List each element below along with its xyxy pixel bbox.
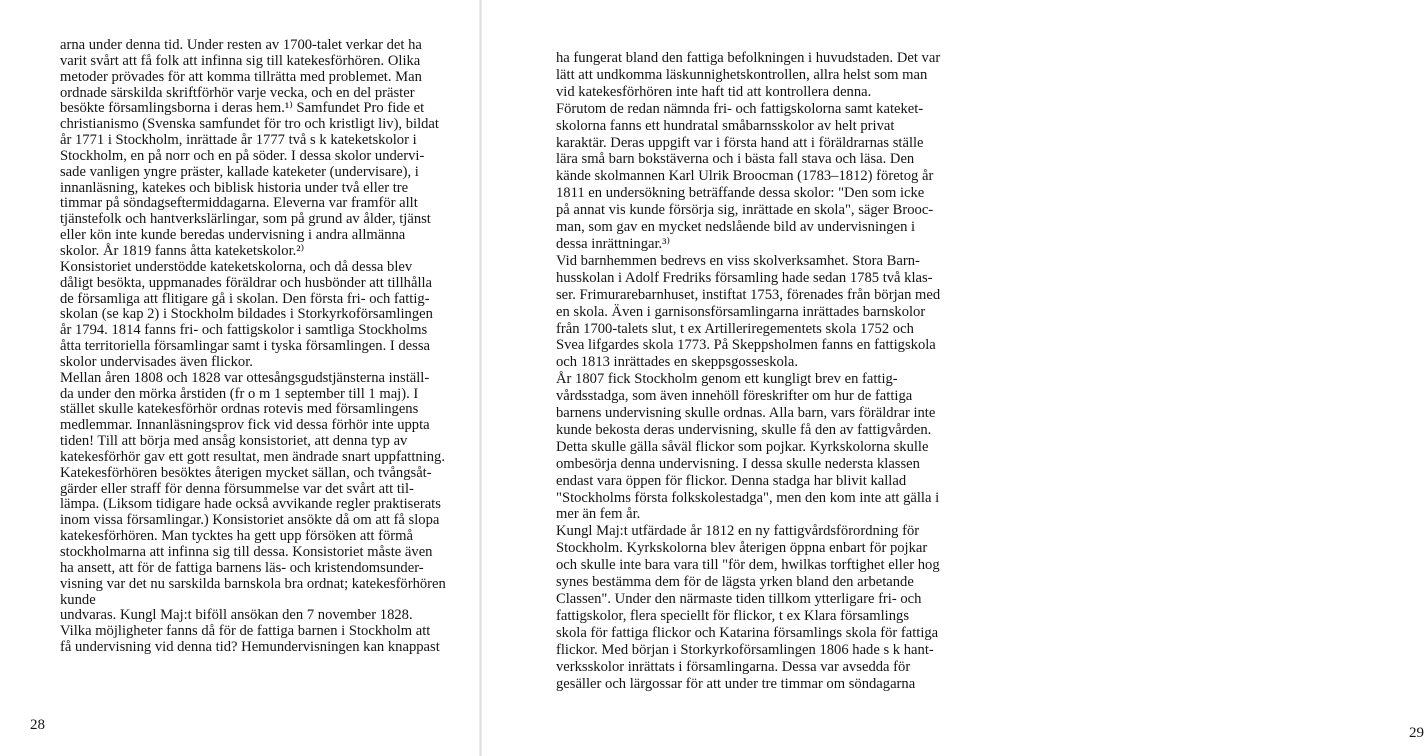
left-page-number: 28 <box>30 717 45 733</box>
left-page <box>0 0 480 756</box>
left-paragraph-1: arna under denna tid. Under resten av 1700-talet verkar det ha varit svårt att få folk att infinna sig till katekesförhören. Olika metoder prövades för att komma tillrätta med problemet. Man ordnade särskilda skriftförhör varje vecka, och en del präster besökte församlingsborna i deras hem.¹⁾ Samfundet Pro fide et christianismo (Svenska samfundet för tro och kristligt liv), bildat år 1771 i Stockholm, inrättade år 1777 två s k kateketskolor i Stockholm, en på norr och en på söder. I dessa skolor undervi- sade vanligen yngre präster, kallade kateketer (undervisare), i innanläsning, katekes och biblisk historia under två eller tre timmar på söndagseftermiddagarna. Eleverna var framför allt tjänstefolk och hantverkslärlingar, som på grund av ålder, tjänst eller kön inte kunde beredas undervisning i andra allmänna skolor. År 1819 fanns åtta kateketskolor.²⁾ <box>60 37 439 259</box>
left-paragraph-3: Mellan åren 1808 och 1828 var ottesångsgudstjänsterna inställ- da under den mörka årstiden (fr o m 1 september till 1 maj). I stället skulle katekesförhör ordnas rotevis med församlingens medlemmar. Innanläsningsprov fick vid dessa förhör inte uppta tiden! Till att börja med ansåg konsistoriet, att denna typ av katekesförhör gav ett gott resultat, men ändrade snart uppfattning. Katekesförhören besöktes återigen mycket sällan, och tvångsåt- gärder eller straff för denna försummelse var det svårt att til- lämpa. (Liksom tidigare hade också avvikande regler praktiserats inom vissa församlingar.) Konsistoriet ansökte då om att få slopa katekesförhören. Man tycktes ha gett upp försöken att förmå stockholmarna att infinna sig till dessa. Konsistoriet måste även ha ansett, att för de fattiga barnens läs- och kristendomsunder- visning var det nu sarskilda barnskola bra ordnat; katekesförhören kunde undvaras. Kungl Maj:t biföll ansökan den 7 november 1828. <box>60 369 446 624</box>
right-paragraph-4: År 1807 fick Stockholm genom ett kungligt brev en fattig- vårdsstadga, som även innehöll föreskrifter om hur de fattiga barnens undervisning skulle ordnas. Alla barn, vars föräldrar inte kunde bekosta deras undervisning, skulle få den av fattigvården. Detta skulle gälla såväl flickor som pojkar. Kyrkskolorna skulle ombesörja denna undervisning. I dessa skulle nederstа klassen endast vara öppen för flickor. Denna stadga har blivit kallad "Stockholms första folkskolestadga", men den kom inte att gälla i mer än fem år. <box>556 371 940 523</box>
left-paragraph-2: Konsistoriet understödde kateketskolorna, och då dessa blev dåligt besökta, uppmanades föräldrar och husbönder att tillhålla de församliga att flitigare gå i skolan. Den första fri- och fattig- skolan (se kap 2) i Stockholm bildades i Storkyrkoförsamlingen år 1794. 1814 fanns fri- och fattigskolor i samtliga Stockholms åtta territoriella församlingar samt i tyska församlingen. I dessa skolor undervisades även flickor. <box>60 258 433 370</box>
right-paragraph-3: Vid barnhemmen bedrevs en viss skolverksamhet. Stora Barn- husskolan i Adolf Fredriks församling hade sedan 1785 två klas- ser. Frimurarebarnhuset, instiftat 1753, förenades från början med en skola. Även i garnisonsförsamlingarna inrättades barnskolor från 1700-talets slut, t ex Artilleriregementets skola 1752 och Svea lifgardes skola 1773. På Skeppsholmen fanns en fattigskola och 1813 inrättades en skeppsgosseskola. <box>556 252 941 371</box>
right-page-text <box>556 50 952 692</box>
right-paragraph-1: ha fungerat bland den fattiga befolkningen i huvudstaden. Det var lätt att undkomma läskunnighetskontrollen, allra helst som man vid katekesförhören inte haft tid att kontrollera denna. <box>556 50 941 100</box>
left-page-text <box>60 38 462 656</box>
right-page-number: 29 <box>1409 725 1424 741</box>
right-paragraph-2: Förutom de redan nämnda fri- och fattigskolorna samt kateket- skolorna fanns ett hundratal småbarnsskolor av helt privat karaktär. Deras uppgift var i första hand att i föräldrarnas ställe lära små barn bokstäverna och i bästa fall stava och läsa. Den kände skolmannen Karl Ulrik Broocman (1783–1812) företog år 1811 en undersökning beträffande dessa skolor: "Den som icke på annat vis kunde försörja sig, inrättade en skola", säger Brooc- man, som gav en mycket nedslående bild av undervisningen i dessa inrättningar.³⁾ <box>556 100 934 252</box>
left-paragraph-4: Vilka möjligheter fanns då för de fattiga barnen i Stockholm att få undervisning vid denna tid? Hemundervisningen kan knappast <box>60 623 440 656</box>
right-paragraph-5: Kungl Maj:t utfärdade år 1812 en ny fattigvårdsförordning för Stockholm. Kyrkskolorna blev återigen öppna enbart för pojkar och skulle inte bara vara till "för dem, hwilkas torftighet eller hog synes bestämma dem för de lägsta yrken bland den arbetande Classen". Under den närmaste tiden tillkom ytterligare fri- och fattigskolor, flera speciellt för flickor, t ex Klara församlings skola för fattiga flickor och Katarina församlings skola för fattiga flickor. Med början i Storkyrkoförsamlingen 1806 hade s k hant- verksskolor inrättats i församlingarna. Dessa var avsedda för gesäller och lärgossar för att under tre timmar om söndagarna <box>556 523 940 692</box>
